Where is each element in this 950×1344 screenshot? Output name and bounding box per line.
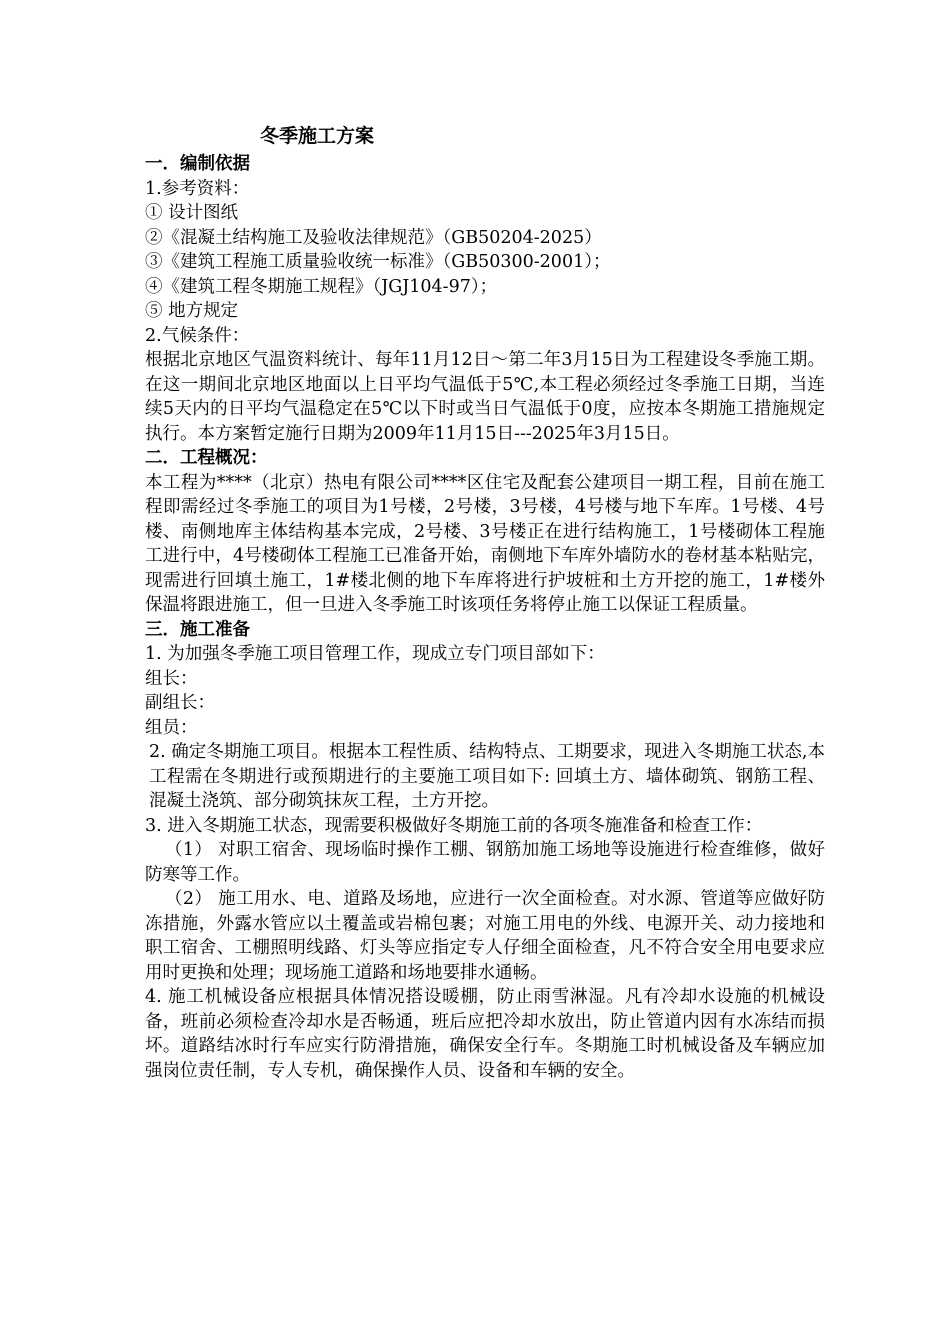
reference-item-3: ③《建筑工程施工质量验收统一标准》（GB50300-2001）；	[145, 252, 611, 272]
reference-item-4: ④《建筑工程冬期施工规程》（JGJ104-97）；	[145, 276, 498, 297]
prep-item-4-paragraph: 4. 施工机械设备应根据具体情况搭设暖棚，防止雨雪淋湿。凡有冷却水设施的机械设备，班前必须检查冷却水是否畅通，班后应把冷却水放出，防止管道内因有水冻结而损坏。道路结冰时行车应实行防滑措施，确保安全行车。冬期施工时机械设备及车辆应加强岗位责任制，专人专机，确保操作人员、设备和车辆的安全。	[145, 987, 825, 1081]
overview-paragraph: 本工程为****（北京）热电有限公司****区住宅及配套公建项目一期工程，目前在施工程即需经过冬季施工的项目为1号楼，2号楼，3号楼，4号楼与地下车库。1号楼、4号楼、南侧地库主体结构基本完成，2号楼、3号楼正在进行结构施工，1号楼砌体工程施工进行中，4号楼砌体工程施工已准备开始，南侧地下车库外墙防水的卷材基本粘贴完，现需进行回填土施工，1#楼北侧的地下车库将进行护坡桩和土方开挖的施工，1#楼外保温将跟进施工，但一旦进入冬季施工时该项任务将停止施工以保证工程质量。	[145, 472, 825, 615]
reference-item-5: ⑤ 地方规定	[145, 301, 239, 321]
climate-label: 2.气候条件：	[145, 325, 250, 346]
section-heading-preparation: 三．施工准备	[145, 619, 250, 640]
reference-item-1: ① 设计图纸	[145, 203, 239, 223]
team-leader-label: 组长：	[145, 668, 198, 689]
prep-item-3-paragraph: 3. 进入冬期施工状态，现需要积极做好冬期施工前的各项冬施准备和检查工作：	[145, 815, 763, 836]
prep-subitem-2-paragraph: （2） 施工用水、电、道路及场地，应进行一次全面检查。对水源、管道等应做好防冻措施，外露水管应以土覆盖或岩棉包裹；对施工用电的外线、电源开关、动力接地和职工宿舍、工棚照明线路、灯头等应指定专人仔细全面检查，凡不符合安全用电要求应用时更换和处理；现场施工道路和场地要排水通畅。	[145, 889, 825, 983]
team-members-label: 组员：	[145, 717, 198, 738]
prep-subitem-1-paragraph: （1） 对职工宿舍、现场临时操作工棚、钢筋加施工场地等设施进行检查维修，做好防寒等工作。	[145, 840, 825, 885]
document-body	[145, 123, 825, 1083]
team-deputy-label: 副组长：	[145, 693, 215, 713]
reference-materials-label: 1.参考资料：	[145, 178, 250, 199]
climate-paragraph: 根据北京地区气温资料统计、每年11月12日～第二年3月15日为工程建设冬季施工期。在这一期间北京地区地面以上日平均气温低于5℃,本工程必须经过冬季施工日期，当连续5天内的日平均气温稳定在5℃以下时或当日气温低于0度，应按本冬期施工措施规定执行。本方案暂定施行日期为2009年11月15日---2025年3月15日。	[145, 350, 825, 444]
reference-item-2: ②《混凝土结构施工及验收法律规范》（GB50204-2025）	[145, 227, 602, 248]
document-title: 冬季施工方案	[260, 125, 375, 147]
prep-item-1: 1. 为加强冬季施工项目管理工作，现成立专门项目部如下：	[145, 644, 605, 664]
section-heading-basis: 一．编制依据	[145, 154, 250, 174]
section-heading-overview: 二．工程概况：	[145, 448, 268, 468]
prep-item-2-paragraph: 2. 确定冬期施工项目。根据本工程性质、结构特点、工期要求，现进入冬期施工状态,本工程需在冬期进行或预期进行的主要施工项目如下: 回填土方、墙体砌筑、钢筋工程、混凝土浇筑、部分砌筑抹灰工程，土方开挖。	[149, 742, 825, 811]
